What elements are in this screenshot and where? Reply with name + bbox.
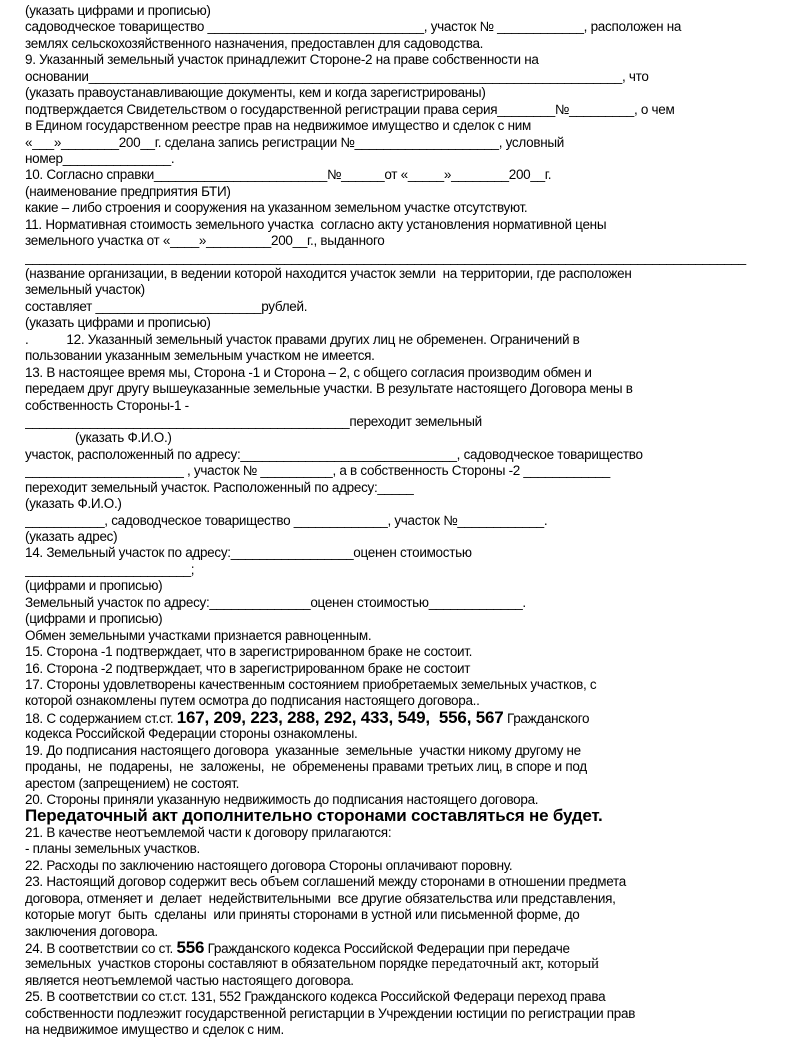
text-segment: - планы земельных участков. [25,841,200,857]
document-body [25,3,767,1039]
document-line [25,578,767,594]
text-segment: 20. Стороны приняли указанную недвижимость до подписания настоящего договора. [25,792,539,807]
text-segment: 18. С содержанием ст.ст. [25,710,177,726]
document-line [25,776,767,792]
document-line [25,808,767,824]
text-segment: _____________________________________________переходит земельный [25,413,482,429]
text-segment: (цифрами и прописью) [25,578,163,594]
serif-text-segment: передаточный акт, который [431,956,599,973]
text-segment: 15. Сторона -1 подтверждает, что в зарегистрированном браке не состоит. [25,644,473,660]
text-segment: 25. В соответствии со ст.ст. 131, 552 Гражданского кодекса Российской Федераци переход права [25,989,606,1005]
text-segment: (цифрами и прописью) [25,611,163,627]
text-segment: договора, отменяет и делает недействительными все другие обязательства или представления, [25,890,616,906]
text-segment: землях сельскохозяйственного назначения, предоставлен для садоводства. [25,35,484,51]
text-segment: подтверждается Свидетельством о государственной регистрации права серия________№_________, о чем [25,101,675,117]
text-segment: 13. В настоящее время мы, Сторона -1 и Сторона – 2, с общего согласия производим обмен и [25,364,592,380]
emphasized-article-numbers: 167, 209, 223, 288, 292, 433, 549, 556, 567 [176,709,504,727]
document-line [25,52,767,68]
document-line [25,365,767,381]
document-line [25,200,767,216]
document-line [25,1022,767,1038]
document-line [25,529,767,545]
text-segment: 10. Согласно справки________________________№______от «_____»________200__г. [25,167,552,183]
document-line [25,562,767,578]
text-segment: заключения договора. [25,923,158,939]
text-segment: 11. Нормативная стоимость земельного участка согласно акту установления нормативной цены [25,216,607,232]
document-line [25,726,767,742]
document-line [25,36,767,52]
text-segment: садоводческое товарищество ______________________________, участок № ____________, расположен на [25,19,682,35]
text-segment: какие – либо строения и сооружения на указанном земельном участке отсутствуют. [25,200,528,216]
text-segment: которые могут быть сделаны или приняты сторонами в устной или письменной форме, до [25,907,580,923]
text-segment: _______________________; [25,561,195,577]
document-line [25,940,767,956]
text-segment: в Едином государственном реестре прав на недвижимое имущество и сделок с ним [25,118,531,134]
document-line [25,414,767,430]
text-segment: которой ознакомлены путем осмотра до подписания настоящего договора.. [25,693,480,709]
text-segment: кодекса Российской Федерации стороны ознакомлены. [25,726,358,742]
document-line [25,743,767,759]
text-segment: ____________________________________________________________________________________________________ [25,249,746,265]
document-line [25,332,767,348]
document-line [25,644,767,660]
document-line [25,381,767,397]
document-line [25,595,767,611]
text-segment: . 12. Указанный земельный участок правами других лиц не обременен. Ограничений в [25,331,580,347]
text-segment: земельный участок) [25,282,145,298]
document-line [25,858,767,874]
document-line [25,841,767,857]
text-segment: 9. Указанный земельный участок принадлежит Стороне-2 на праве собственности на [25,52,539,68]
text-segment: номер_______________. [25,150,175,166]
document-line [25,496,767,512]
text-segment: Земельный участок по адресу:______________оценен стоимостью_____________. [25,594,526,610]
document-line [25,611,767,627]
text-segment: 14. Земельный участок по адресу:_________________оценен стоимостью [25,545,472,561]
document-line [25,545,767,561]
text-segment: проданы, не подарены, не заложены, не обременены правами третьих лиц, в споре и под [25,759,587,775]
document-line [25,217,767,233]
document-line [25,3,767,19]
document-line [25,463,767,479]
document-line [25,792,767,808]
text-segment: ___________, садоводческое товарищество _____________, участок №____________. [25,512,548,528]
text-segment: Обмен земельными участками признается равноценным. [25,627,372,643]
document-line [25,825,767,841]
text-segment: переходит земельный участок. Расположенный по адресу:_____ [25,479,414,495]
document-line [25,628,767,644]
document-line [25,348,767,364]
document-line [25,282,767,298]
document-line [25,315,767,331]
document-line [25,85,767,101]
document-line [25,184,767,200]
text-segment: 21. В качестве неотъемлемой части к договору прилагаются: [25,824,392,840]
document-line [25,233,767,249]
text-segment: основании__________________________________________________________________________, что [25,68,649,84]
document-line [25,973,767,989]
text-segment: на недвижимое имущество и сделок с ним. [25,1022,284,1038]
document-line [25,167,767,183]
text-segment: (указать цифрами и прописью) [25,3,211,18]
text-segment: 23. Настоящий договор содержит весь объем соглашений между сторонами в отношении предмета [25,874,626,890]
document-line [25,874,767,890]
document-line [25,907,767,923]
text-segment: собственности подлеэжит государственной регистарции в Учреждении юстиции по регистрации прав [25,1005,636,1021]
document-line [25,710,767,726]
text-segment: является неотъемлемой частью настоящего договора. [25,972,354,988]
document-line [25,693,767,709]
document-line [25,1006,767,1022]
text-segment: «___»________200__г. сделана запись регистрации №____________________, условный [25,134,564,150]
text-segment: (указать правоустанавливающие документы, кем и когда зарегистрированы) [25,85,486,101]
text-segment: Гражданского [503,710,590,726]
text-segment: пользовании указанным земельным участком не имеется. [25,348,375,364]
text-segment: 17. Стороны удовлетворены качественным состоянием приобретаемых земельных участков, с [25,676,597,692]
text-segment: (указать Ф.И.О.) [75,430,172,446]
text-segment: ______________________ , участок № __________, а в собственность Стороны -2 ____________ [25,463,610,479]
text-segment: (указать Ф.И.О.) [25,496,122,512]
document-line [25,118,767,134]
text-segment: Гражданского кодекса Российской Федерации при передаче [204,940,570,956]
document-line [25,19,767,35]
text-segment: собственность Стороны-1 - [25,397,189,413]
document-line [25,430,767,446]
emphasized-article-numbers: 556 [176,939,205,957]
text-segment: участок, расположенный по адресу:______________________________, садоводческое товарищество [25,446,643,462]
text-segment: арестом (запрещением) не состоят. [25,775,240,791]
text-segment: передаем друг другу вышеуказанные земельные участки. В результате настоящего Договора мены в [25,381,633,397]
document-line [25,102,767,118]
document-line [25,956,767,972]
document-line [25,299,767,315]
document-line [25,661,767,677]
text-segment: (название организации, в ведении которой находится участок земли на территории, где расположен [25,266,632,281]
text-segment: (наименование предприятия БТИ) [25,183,231,199]
document-line [25,69,767,85]
text-segment: 24. В соответствии со ст. [25,940,177,956]
document-line [25,398,767,414]
text-segment: (указать цифрами и прописью) [25,315,211,331]
document-line [25,759,767,775]
text-segment: 16. Сторона -2 подтверждает, что в зарегистрированном браке не состоит [25,660,471,676]
text-segment: земельного участка от «____»_________200__г., выданного [25,233,385,249]
document-line [25,447,767,463]
bold-heading-text: Передаточный акт дополнительно сторонами составляться не будет. [25,808,603,825]
document-line [25,677,767,693]
document-line [25,135,767,151]
document-line [25,924,767,940]
document-line [25,891,767,907]
document-line [25,480,767,496]
document-line [25,151,767,167]
text-segment: составляет _______________________рублей. [25,298,308,314]
text-segment: земельных участков стороны составляют в обязательном порядке [25,956,432,972]
document-line [25,266,767,282]
document-line [25,513,767,529]
text-segment: 22. Расходы по заключению настоящего договора Стороны оплачивают поровну. [25,857,513,873]
document-line [25,250,767,266]
text-segment: (указать адрес) [25,529,118,544]
text-segment: 19. До подписания настоящего договора указанные земельные участки никому другому не [25,742,581,758]
document-line [25,989,767,1005]
